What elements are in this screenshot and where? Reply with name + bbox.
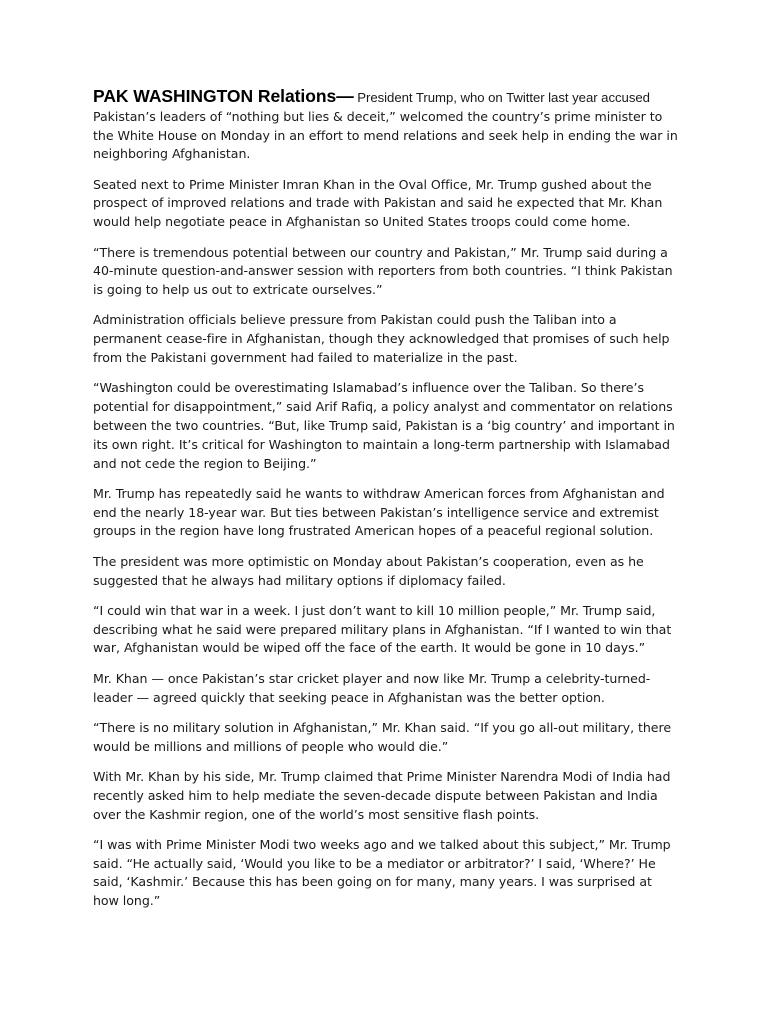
article-paragraph-10: With Mr. Khan by his side, Mr. Trump claimed that Prime Minister Narendra Modi of India had recently asked him to help mediate the seven-decade dispute between Pakistan and India over the Kashmir region, one of the world’s most sensitive flash points.	[93, 768, 671, 822]
heading-dash: —	[336, 86, 354, 106]
article-paragraph-4: “Washington could be overestimating Islamabad’s influence over the Taliban. So there’s potential for disappointment,” said Arif Rafiq, a policy analyst and commentator on relations between the two countries. “But, like Trump said, Pakistan is a ‘big country’ and important in its own right. It’s critical for Washington to maintain a long-term partnership with Islamabad and not cede the region to Beijing.”	[93, 380, 675, 471]
article-paragraph-9: “There is no military solution in Afghanistan,” Mr. Khan said. “If you go all-out military, there would be millions and millions of people who would die.”	[93, 719, 672, 754]
article-paragraph-8: Mr. Khan — once Pakistan’s star cricket player and now like Mr. Trump a celebrity-turned-leader — agreed quickly that seeking peace in Afghanistan was the better option.	[93, 670, 651, 705]
lead-in-text: President Trump, who on Twitter last year accused	[353, 90, 650, 105]
article-heading: PAK WASHINGTON Relations	[93, 86, 337, 106]
article-paragraph-1: Seated next to Prime Minister Imran Khan in the Oval Office, Mr. Trump gushed about the prospect of improved relations and trade with Pakistan and said he expected that Mr. Khan would help negotiate peace in Afghanistan so United States troops could come home.	[93, 176, 663, 230]
article-lead-paragraph	[93, 87, 681, 164]
lead-paragraph-text: Pakistan’s leaders of “nothing but lies & deceit,” welcomed the country’s prime minister to the White House on Monday in an effort to mend relations and seek help in ending the war in neighboring Afghanistan.	[93, 108, 678, 162]
article-paragraph-6: The president was more optimistic on Monday about Pakistan’s cooperation, even as he suggested that he always had military options if diplomacy failed.	[93, 553, 644, 588]
article-paragraph-5: Mr. Trump has repeatedly said he wants to withdraw American forces from Afghanistan and end the nearly 18-year war. But ties between Pakistan’s intelligence service and extremist groups in the region have long frustrated American hopes of a peaceful regional solution.	[93, 485, 665, 539]
article-paragraph-7: “I could win that war in a week. I just don’t want to kill 10 million people,” Mr. Trump said, describing what he said were prepared military plans in Afghanistan. “If I wanted to win that war, Afghanistan would be wiped off the face of the earth. It would be gone in 10 days.”	[93, 602, 672, 656]
article-paragraph-11: “I was with Prime Minister Modi two weeks ago and we talked about this subject,” Mr. Trump said. “He actually said, ‘Would you like to be a mediator or arbitrator?’ I said, ‘Where?’ He said, ‘Kashmir.’ Because this has been going on for many, many years. I was surprised at how long.”	[93, 836, 671, 909]
article-paragraph-2: “There is tremendous potential between our country and Pakistan,” Mr. Trump said during a 40-minute question-and-answer session with reporters from both countries. “I think Pakistan is going to help us out to extricate ourselves.”	[93, 244, 673, 298]
article-body	[93, 87, 681, 922]
article-paragraph-3: Administration officials believe pressure from Pakistan could push the Taliban into a permanent cease-fire in Afghanistan, though they acknowledged that promises of such help from the Pakistani government had failed to materialize in the past.	[93, 312, 670, 366]
